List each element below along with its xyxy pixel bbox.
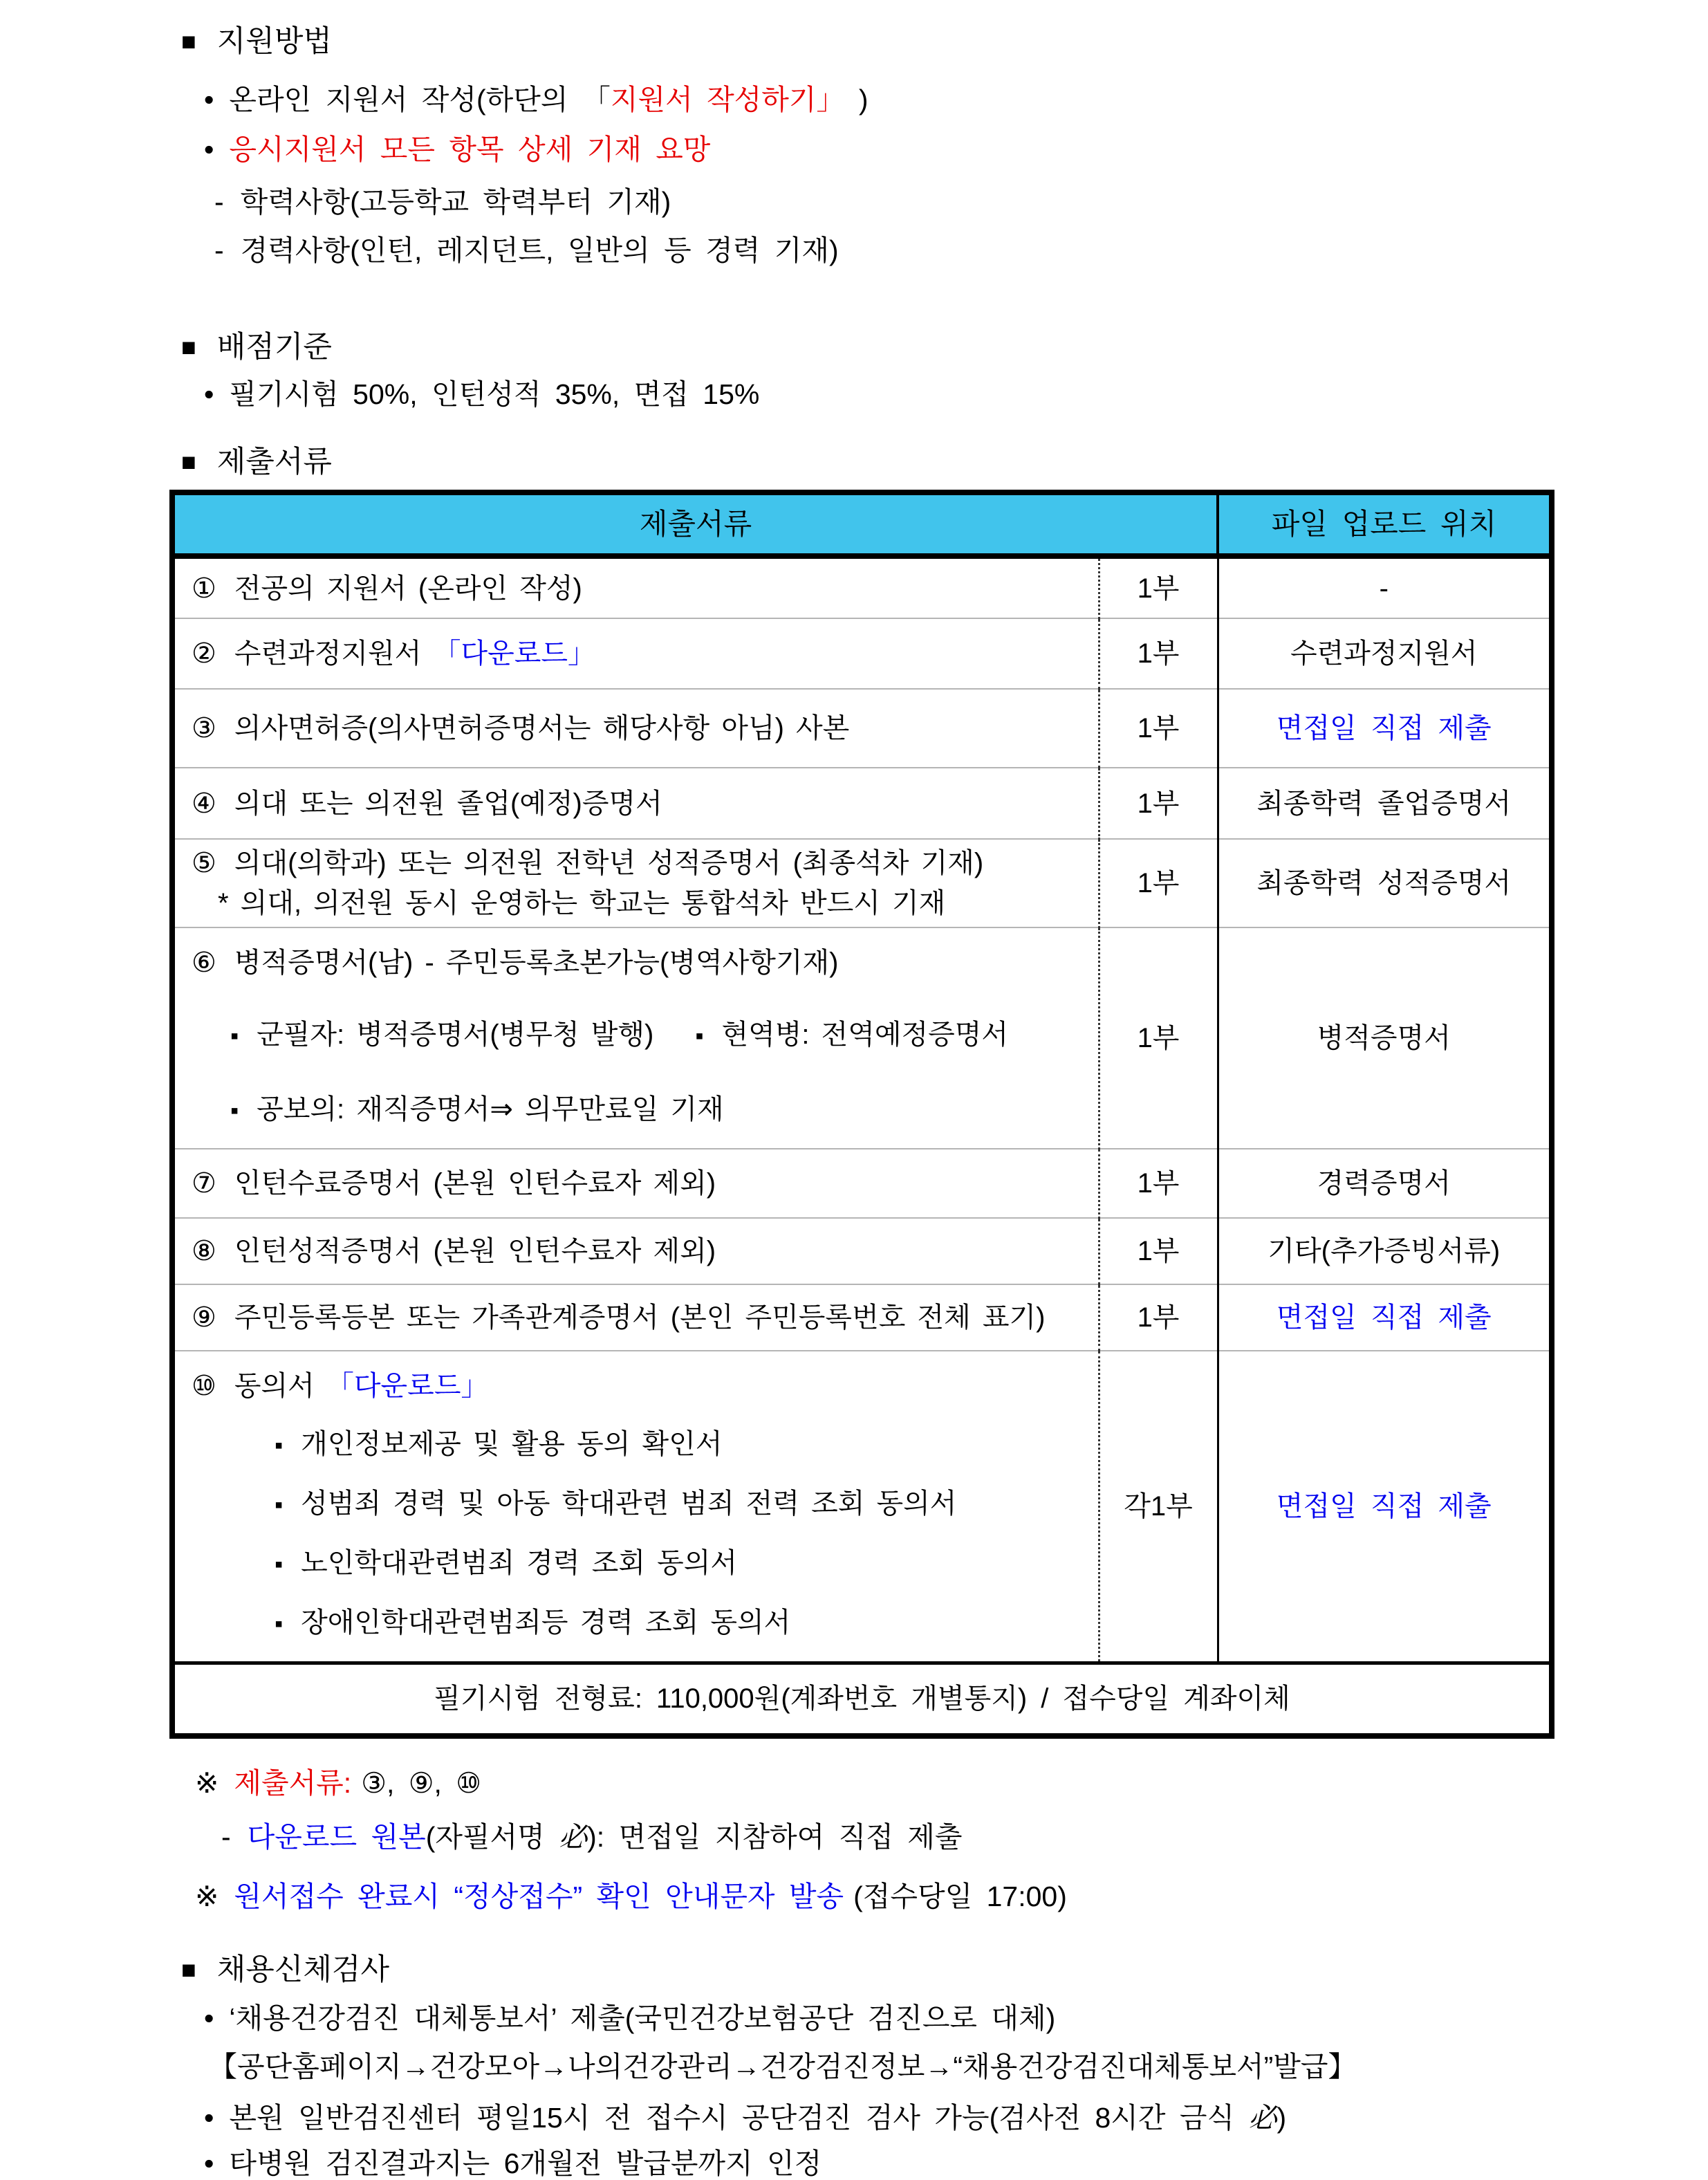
document-description: 의사면허증(의사면허증명서는 해당사항 아님) 사본 bbox=[234, 713, 850, 743]
section-scoring-title: 배점기준 bbox=[216, 331, 332, 364]
copy-count: 1부 bbox=[1099, 1218, 1218, 1284]
note-sms-time: (접수당일 17:00) bbox=[853, 1880, 1067, 1912]
subitem: ▪ 공보의: 재직증명서⇒ 의무만료일 기재 bbox=[192, 1093, 1098, 1127]
health-issuance-path-text: 【공단홈페이지→건강모아→나의건강관리→건강검진정보→“채용건강검진대체통보서”발급】 bbox=[209, 2050, 1357, 2082]
apply-education-text: 학력사항(고등학교 학력부터 기재) bbox=[240, 186, 671, 218]
square-bullet-icon: ▪ bbox=[230, 1023, 239, 1049]
health-issuance-path-line bbox=[209, 2050, 1708, 2083]
upload-location: 최종학력 성적증명서 bbox=[1256, 868, 1512, 898]
row-number: ⑧ bbox=[192, 1236, 216, 1266]
reference-mark-icon: ※ bbox=[195, 1766, 219, 1799]
section-scoring bbox=[181, 331, 1708, 364]
upload-location: 면접일 직접 제출 bbox=[1276, 1491, 1492, 1522]
health-substitute-text: ‘채용건강검진 대체통보서’ 제출(국민건강보험공단 검진으로 대체) bbox=[229, 2002, 1056, 2034]
dot-bullet-icon: • bbox=[204, 2002, 214, 2034]
row-number: ② bbox=[192, 638, 216, 669]
health-substitute-notice-line bbox=[204, 2002, 1708, 2035]
scoring-criteria-text: 필기시험 50%, 인턴성적 35%, 면접 15% bbox=[229, 378, 760, 410]
document-description: 의대 또는 의전원 졸업(예정)증명서 bbox=[234, 788, 662, 819]
reference-mark-icon: ※ bbox=[195, 1880, 219, 1912]
document-description: ⑥ 병적증명서(남) - 주민등록초본가능(병역사항기재) bbox=[192, 948, 839, 978]
table-row bbox=[172, 556, 1552, 618]
note-required-documents bbox=[195, 1766, 1708, 1800]
dot-bullet-icon: • bbox=[204, 133, 214, 165]
scoring-criteria-line bbox=[204, 378, 1708, 411]
health-center-post: ) bbox=[1277, 2101, 1287, 2134]
health-must-mark: 必 bbox=[1248, 2101, 1277, 2134]
note-download-original bbox=[221, 1820, 1708, 1854]
document-description: 수련과정지원서 bbox=[234, 638, 434, 669]
document-description: ⑩ 동의서 「다운로드」 bbox=[192, 1371, 489, 1401]
table-row bbox=[172, 927, 1552, 1149]
subitem: ▪ 현역병: 전역예정증명서 bbox=[695, 1018, 1008, 1053]
table-footer-row bbox=[172, 1663, 1552, 1736]
upload-location: 최종학력 졸업증명서 bbox=[1256, 788, 1512, 819]
row-number: ⑩ bbox=[192, 1371, 216, 1401]
table-row bbox=[172, 839, 1552, 927]
consent-subitem: ▪ 개인정보제공 및 활용 동의 확인서 bbox=[192, 1428, 1098, 1462]
download-link[interactable]: 「다운로드」 bbox=[433, 638, 596, 669]
square-bullet-icon: ▪ bbox=[275, 1611, 284, 1637]
copy-count: 1부 bbox=[1099, 1149, 1218, 1218]
note-download-mid: (자필서명 bbox=[425, 1820, 559, 1853]
table-header-row bbox=[172, 492, 1552, 556]
row-number: ⑨ bbox=[192, 1302, 216, 1333]
copy-count: 1부 bbox=[1099, 556, 1218, 618]
apply-online-post: ) bbox=[844, 84, 869, 116]
upload-location: 면접일 직접 제출 bbox=[1276, 713, 1492, 743]
upload-location: 병적증명서 bbox=[1317, 1023, 1451, 1053]
square-bullet-icon: ▪ bbox=[275, 1492, 284, 1518]
consent-subitem: ▪ 노인학대관련범죄 경력 조회 동의서 bbox=[192, 1546, 1098, 1581]
upload-location: 기타(추가증빙서류) bbox=[1268, 1236, 1501, 1266]
copy-count: 1부 bbox=[1099, 618, 1218, 689]
upload-location: 면접일 직접 제출 bbox=[1276, 1302, 1492, 1333]
table-row bbox=[172, 689, 1552, 768]
section-square-icon: ■ bbox=[181, 333, 196, 361]
dash-bullet-icon: - bbox=[214, 186, 224, 218]
square-bullet-icon: ▪ bbox=[230, 1098, 239, 1124]
dot-bullet-icon: • bbox=[204, 2147, 214, 2179]
section-apply-method bbox=[181, 25, 1708, 58]
health-center-pre: 본원 일반검진센터 평일15시 전 접수시 공단검진 검사 가능(검사전 8시간 금식 bbox=[229, 2101, 1249, 2134]
apply-detail-request: 응시지원서 모든 항목 상세 기재 요망 bbox=[229, 133, 711, 165]
note-must-mark: 必 bbox=[559, 1820, 588, 1853]
upload-location: 경력증명서 bbox=[1317, 1168, 1451, 1199]
table-row bbox=[172, 1351, 1552, 1663]
copy-count: 1부 bbox=[1099, 689, 1218, 768]
table-header-upload-location: 파일 업로드 위치 bbox=[1218, 492, 1552, 556]
dash-bullet-icon: - bbox=[214, 234, 224, 266]
row-number: ③ bbox=[192, 713, 216, 743]
submission-documents-table bbox=[169, 490, 1554, 1739]
table-row bbox=[172, 768, 1552, 839]
recruitment-notice-page bbox=[0, 25, 1708, 2179]
section-apply-title: 지원방법 bbox=[216, 25, 332, 58]
dot-bullet-icon: • bbox=[204, 378, 214, 410]
copy-count: 1부 bbox=[1099, 839, 1218, 927]
consent-subitem: ▪ 성범죄 경력 및 아동 학대관련 범죄 전력 조회 동의서 bbox=[192, 1487, 1098, 1522]
dot-bullet-icon: • bbox=[204, 84, 214, 116]
section-square-icon: ■ bbox=[181, 1955, 196, 1984]
section-health-title: 채용신체검사 bbox=[216, 1952, 389, 1986]
section-documents bbox=[181, 445, 1708, 479]
note-required-label: 제출서류: bbox=[234, 1766, 352, 1799]
exam-fee-notice: 필기시험 전형료: 110,000원(계좌번호 개별통지) / 접수당일 계좌이체 bbox=[434, 1683, 1290, 1715]
section-documents-title: 제출서류 bbox=[216, 445, 332, 479]
row-number: ① bbox=[192, 573, 216, 604]
document-description: 주민등록등본 또는 가족관계증명서 (본인 주민등록번호 전체 표기) bbox=[234, 1302, 1046, 1333]
document-description: 인턴성적증명서 (본원 인턴수료자 제외) bbox=[234, 1236, 716, 1266]
document-description-note: * 의대, 의전원 동시 운영하는 학교는 통합석차 반드시 기재 bbox=[218, 888, 946, 918]
row-number: ④ bbox=[192, 788, 216, 819]
document-description: 인턴수료증명서 (본원 인턴수료자 제외) bbox=[234, 1168, 716, 1199]
square-bullet-icon: ▪ bbox=[275, 1551, 284, 1578]
section-square-icon: ■ bbox=[181, 447, 196, 476]
copy-count: 각1부 bbox=[1099, 1351, 1218, 1663]
note-sms-text: 원서접수 완료시 “정상접수” 확인 안내문자 발송 bbox=[234, 1880, 844, 1912]
copy-count: 1부 bbox=[1099, 768, 1218, 839]
copy-count: 1부 bbox=[1099, 1284, 1218, 1351]
apply-form-button-reference: 지원서 작성하기」 bbox=[610, 84, 845, 116]
square-bullet-icon: ▪ bbox=[695, 1023, 704, 1049]
apply-online-pre: 온라인 지원서 작성(하단의 「 bbox=[229, 84, 611, 116]
square-bullet-icon: ▪ bbox=[275, 1432, 284, 1459]
document-description: ⑤ 의대(의학과) 또는 의전원 전학년 성적증명서 (최종석차 기재) bbox=[192, 848, 984, 878]
apply-career-line bbox=[214, 234, 1708, 267]
upload-location: 수련과정지원서 bbox=[1290, 638, 1478, 669]
section-square-icon: ■ bbox=[181, 27, 196, 55]
table-header-documents: 제출서류 bbox=[172, 492, 1218, 556]
row-number: ⑦ bbox=[192, 1168, 216, 1199]
table-row bbox=[172, 1149, 1552, 1218]
note-download-rest: ): 면접일 지참하여 직접 제출 bbox=[587, 1820, 963, 1853]
download-link[interactable]: 「다운로드」 bbox=[326, 1371, 489, 1401]
document-description: 전공의 지원서 (온라인 작성) bbox=[234, 573, 582, 604]
dot-bullet-icon: • bbox=[204, 2101, 214, 2134]
dash-bullet-icon: - bbox=[221, 1820, 231, 1853]
military-service-subitems bbox=[192, 1018, 1098, 1053]
table-row bbox=[172, 1284, 1552, 1351]
table-row bbox=[172, 618, 1552, 689]
consent-subitem: ▪ 장애인학대관련범죄등 경력 조회 동의서 bbox=[192, 1606, 1098, 1641]
section-health-check bbox=[181, 1953, 1708, 1986]
copy-count: 1부 bbox=[1099, 927, 1218, 1149]
note-required-items: ③, ⑨, ⑩ bbox=[361, 1766, 482, 1799]
health-other-hospital-text: 타병원 검진결과지는 6개월전 발급분까지 인정 bbox=[229, 2147, 822, 2179]
note-sms-confirmation bbox=[195, 1880, 1708, 1913]
table-row bbox=[172, 1218, 1552, 1284]
download-original-link[interactable]: 다운로드 원본 bbox=[247, 1820, 426, 1853]
row-number: ⑥ bbox=[192, 948, 216, 978]
health-other-hospital-line bbox=[204, 2147, 1708, 2180]
apply-education-line bbox=[214, 185, 1708, 219]
apply-career-text: 경력사항(인턴, 레지던트, 일반의 등 경력 기재) bbox=[240, 234, 839, 266]
apply-detail-line bbox=[204, 133, 1708, 166]
apply-online-line bbox=[204, 83, 1708, 116]
health-center-line bbox=[204, 2101, 1708, 2134]
subitem: ▪ 군필자: 병적증명서(병무청 발행) bbox=[230, 1018, 653, 1053]
upload-location: - bbox=[1379, 573, 1389, 604]
row-number: ⑤ bbox=[192, 848, 216, 878]
